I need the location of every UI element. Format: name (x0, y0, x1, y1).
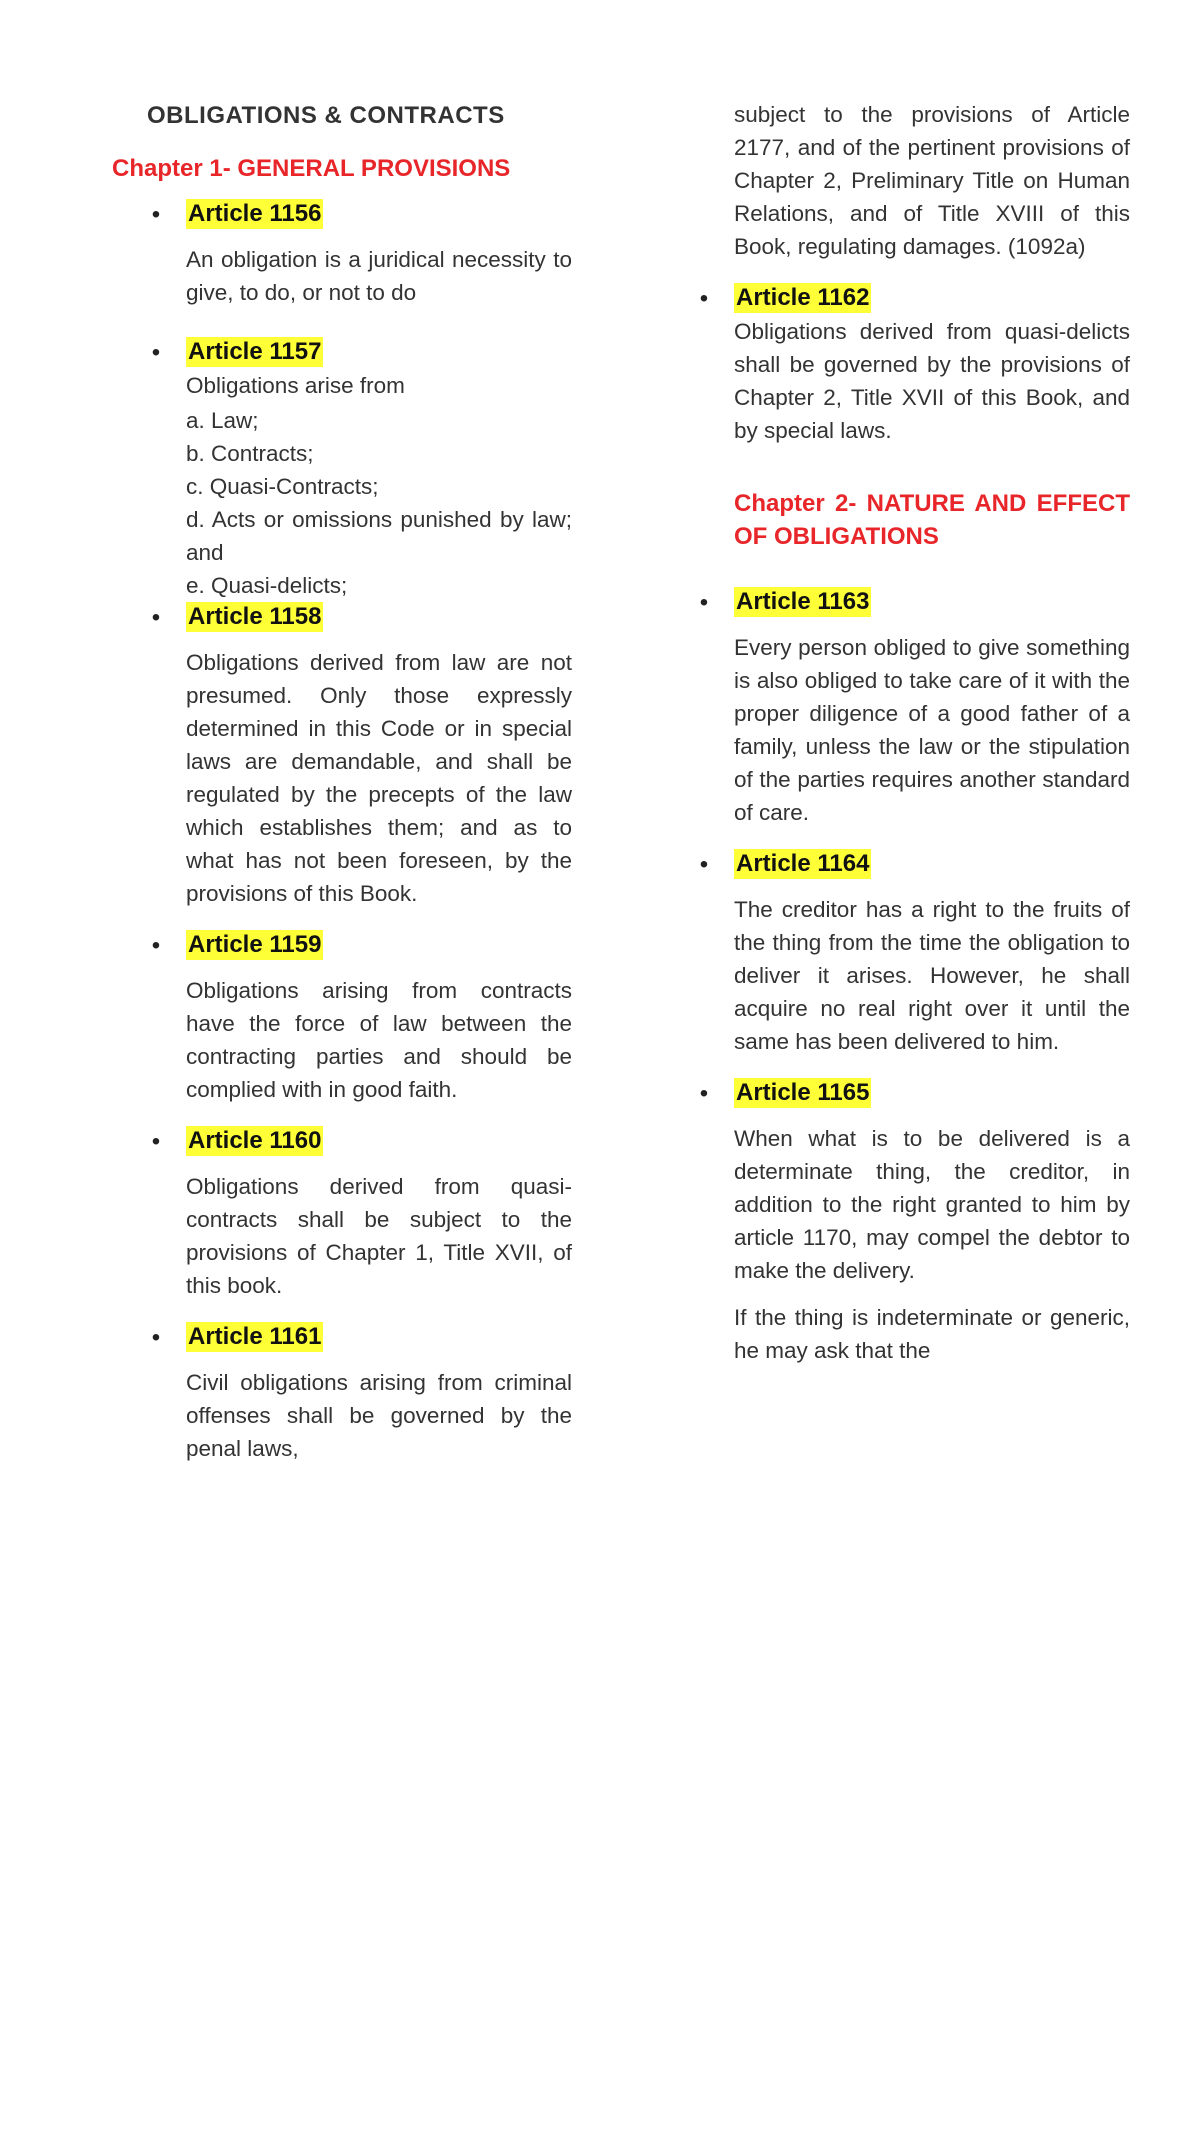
list-item: e. Quasi-delicts; (186, 573, 348, 598)
article-1163 (660, 587, 1130, 829)
article-1158-label: Article 1158 (188, 603, 322, 630)
article-1157-list (186, 404, 572, 602)
article-1165-label: Article 1165 (736, 1079, 870, 1106)
bullet-icon: • (151, 339, 161, 366)
article-1159-text: Obligations arising from contracts have the force of law between the contracting parties and should be complied with in good faith. (186, 978, 572, 1102)
chapter-2-heading: Chapter 2- NATURE AND EFFECT OF OBLIGATIONS (734, 490, 1130, 550)
bullet-icon: • (699, 1080, 709, 1107)
article-1160-label: Article 1160 (188, 1127, 322, 1154)
list-item: c. Quasi-Contracts; (186, 474, 379, 499)
article-1162-label: Article 1162 (736, 284, 870, 311)
chapter-1-heading: Chapter 1- GENERAL PROVISIONS (112, 155, 511, 182)
article-1156 (112, 199, 572, 309)
article-1161-text: Civil obligations arising from criminal offenses shall be governed by the penal laws, (186, 1370, 572, 1461)
article-1157-label: Article 1157 (188, 338, 322, 365)
article-1163-label: Article 1163 (736, 588, 870, 615)
article-1163-text: Every person obliged to give something is also obliged to take care of it with the proper diligence of a good father of a family, unless the law or the stipulation of the parties requires another standard of care. (734, 635, 1130, 825)
article-1161-continued (660, 98, 1130, 263)
article-1164 (660, 849, 1130, 1058)
chapter-2-wrapper (660, 487, 1130, 553)
article-1162-text: Obligations derived from quasi-delicts shall be governed by the provisions of Chapter 2, Title XVII of this Book, and by special laws. (734, 319, 1130, 443)
article-1161-label: Article 1161 (188, 1323, 322, 1350)
article-1165-text: When what is to be delivered is a determinate thing, the creditor, in addition to the right granted to him by article 1170, may compel the debtor to make the delivery. (734, 1126, 1130, 1283)
article-1157 (112, 337, 572, 602)
article-1165-text-2: If the thing is indeterminate or generic, he may ask that the (734, 1305, 1130, 1363)
article-1160-text: Obligations derived from quasi-contracts shall be subject to the provisions of Chapter 1, Title XVII, of this book. (186, 1174, 572, 1298)
bullet-icon: • (699, 851, 709, 878)
list-item: a. Law; (186, 408, 259, 433)
bullet-icon: • (151, 604, 161, 631)
list-item: d. Acts or omissions punished by law; and (186, 507, 572, 565)
document-title: OBLIGATIONS & CONTRACTS (147, 102, 505, 129)
article-1161 (112, 1322, 572, 1465)
article-1164-label: Article 1164 (736, 850, 870, 877)
left-column (112, 96, 572, 1465)
article-1164-text: The creditor has a right to the fruits of the thing from the time the obligation to deliver it arises. However, he shall acquire no real right over it until the same has been delivered to him. (734, 897, 1130, 1054)
article-1159-label: Article 1159 (188, 931, 322, 958)
bullet-icon: • (151, 932, 161, 959)
bullet-icon: • (699, 589, 709, 616)
right-column (660, 96, 1130, 1367)
article-1165 (660, 1078, 1130, 1367)
article-1158 (112, 602, 572, 910)
bullet-icon: • (699, 285, 709, 312)
article-1158-text: Obligations derived from law are not presumed. Only those expressly determined in this Code or in special laws are demandable, and shall be regulated by the precepts of the law which establishes them; and as to what has not been foreseen, by the provisions of this Book. (186, 650, 572, 906)
bullet-icon: • (151, 201, 161, 228)
article-1160 (112, 1126, 572, 1302)
list-item: b. Contracts; (186, 441, 314, 466)
bullet-icon: • (151, 1128, 161, 1155)
article-1159 (112, 930, 572, 1106)
article-1157-intro: Obligations arise from (186, 373, 405, 398)
bullet-icon: • (151, 1324, 161, 1351)
article-1156-text: An obligation is a juridical necessity to give, to do, or not to do (186, 247, 572, 305)
article-1156-label: Article 1156 (188, 200, 322, 227)
article-1162 (660, 283, 1130, 447)
article-1161-continued-text: subject to the provisions of Article 2177, and of the pertinent provisions of Chapter 2, Preliminary Title on Human Relations, and of Title XVIII of this Book, regulating damages. (1092a) (734, 102, 1130, 259)
